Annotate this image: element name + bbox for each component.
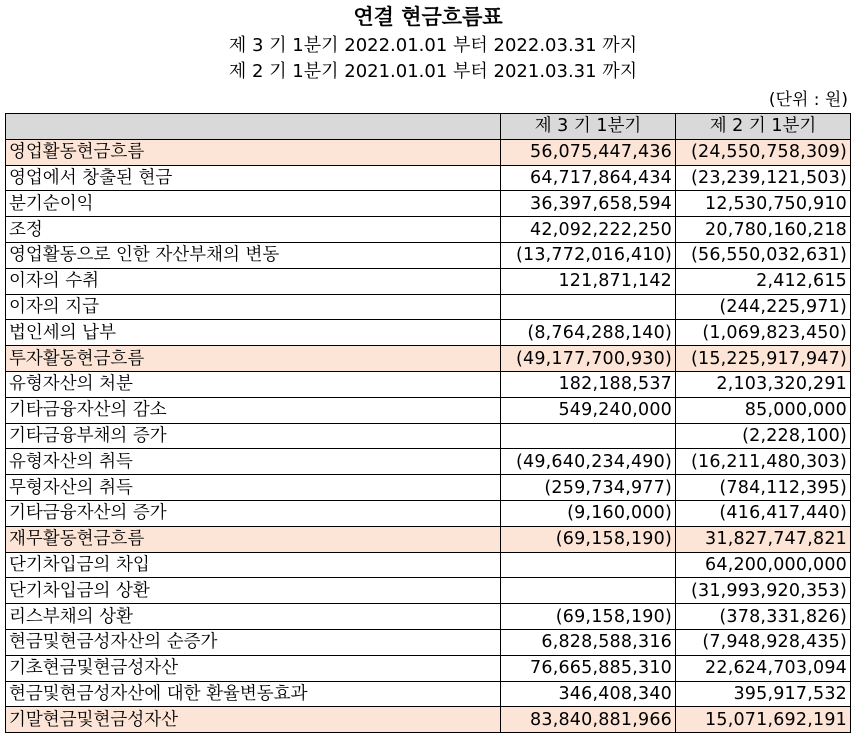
amount-current: 36,397,658,594: [501, 191, 676, 217]
table-row: [6, 139, 851, 165]
amount-current: (69,158,190): [501, 604, 676, 630]
account-label: 무형자산의 취득: [6, 475, 501, 501]
amount-current: [501, 578, 676, 604]
amount-previous: 31,827,747,821: [676, 526, 851, 552]
account-label: 투자활동현금흐름: [6, 346, 501, 372]
amount-previous: 12,530,750,910: [676, 191, 851, 217]
table-row: [6, 526, 851, 552]
amount-current: 76,665,885,310: [501, 655, 676, 681]
account-label: 분기순이익: [6, 191, 501, 217]
account-label: 유형자산의 처분: [6, 371, 501, 397]
table-row: [6, 320, 851, 346]
amount-current: 6,828,588,316: [501, 629, 676, 655]
table-row: [6, 500, 851, 526]
amount-previous: (56,550,032,631): [676, 242, 851, 268]
header-account: [6, 114, 501, 140]
unit-label: (단위 : 원): [768, 90, 848, 110]
table-row: [6, 604, 851, 630]
account-label: 영업에서 창출된 현금: [6, 165, 501, 191]
header-current-period: 제 3 기 1분기: [501, 114, 676, 140]
account-label: 단기차입금의 상환: [6, 578, 501, 604]
amount-current: [501, 423, 676, 449]
account-label: 조정: [6, 217, 501, 243]
amount-current: 182,188,537: [501, 371, 676, 397]
account-label: 현금및현금성자산에 대한 환율변동효과: [6, 681, 501, 707]
period-previous: 제 2 기 1분기 2021.01.01 부터 2021.03.31 까지: [228, 61, 638, 82]
account-label: 기타금융자산의 증가: [6, 500, 501, 526]
account-label: 이자의 지급: [6, 294, 501, 320]
account-label: 기타금융부채의 증가: [6, 423, 501, 449]
table-row: [6, 707, 851, 733]
amount-current: (69,158,190): [501, 526, 676, 552]
amount-previous: 2,412,615: [676, 268, 851, 294]
amount-previous: 15,071,692,191: [676, 707, 851, 733]
header-row: [6, 114, 851, 140]
account-label: 단기차입금의 차입: [6, 552, 501, 578]
account-label: 영업활동으로 인한 자산부채의 변동: [6, 242, 501, 268]
table-row: [6, 165, 851, 191]
account-label: 기타금융자산의 감소: [6, 397, 501, 423]
table-row: [6, 423, 851, 449]
table-row: [6, 294, 851, 320]
amount-previous: (7,948,928,435): [676, 629, 851, 655]
table-row: [6, 475, 851, 501]
amount-previous: (23,239,121,503): [676, 165, 851, 191]
table-row: [6, 371, 851, 397]
table-row: [6, 242, 851, 268]
table-row: [6, 397, 851, 423]
amount-current: [501, 294, 676, 320]
amount-current: (49,177,700,930): [501, 346, 676, 372]
account-label: 현금및현금성자산의 순증가: [6, 629, 501, 655]
amount-current: (49,640,234,490): [501, 449, 676, 475]
account-label: 기말현금및현금성자산: [6, 707, 501, 733]
amount-previous: (16,211,480,303): [676, 449, 851, 475]
amount-previous: (15,225,917,947): [676, 346, 851, 372]
table-row: [6, 346, 851, 372]
amount-current: (13,772,016,410): [501, 242, 676, 268]
amount-previous: 85,000,000: [676, 397, 851, 423]
amount-previous: (378,331,826): [676, 604, 851, 630]
amount-previous: (244,225,971): [676, 294, 851, 320]
header-previous-period: 제 2 기 1분기: [676, 114, 851, 140]
amount-current: 83,840,881,966: [501, 707, 676, 733]
amount-previous: 64,200,000,000: [676, 552, 851, 578]
amount-current: [501, 552, 676, 578]
table-row: [6, 268, 851, 294]
account-label: 영업활동현금흐름: [6, 139, 501, 165]
amount-previous: (24,550,758,309): [676, 139, 851, 165]
table-row: [6, 578, 851, 604]
amount-previous: 2,103,320,291: [676, 371, 851, 397]
amount-previous: 22,624,703,094: [676, 655, 851, 681]
amount-current: 549,240,000: [501, 397, 676, 423]
cash-flow-table: [5, 113, 851, 733]
amount-previous: (31,993,920,353): [676, 578, 851, 604]
table-row: [6, 681, 851, 707]
account-label: 유형자산의 취득: [6, 449, 501, 475]
amount-current: 64,717,864,434: [501, 165, 676, 191]
table-row: [6, 655, 851, 681]
amount-current: 56,075,447,436: [501, 139, 676, 165]
amount-current: (259,734,977): [501, 475, 676, 501]
amount-previous: 20,780,160,218: [676, 217, 851, 243]
table-row: [6, 552, 851, 578]
table-row: [6, 629, 851, 655]
amount-previous: (1,069,823,450): [676, 320, 851, 346]
account-label: 법인세의 납부: [6, 320, 501, 346]
amount-previous: (2,228,100): [676, 423, 851, 449]
amount-previous: (784,112,395): [676, 475, 851, 501]
amount-previous: 395,917,532: [676, 681, 851, 707]
table-row: [6, 217, 851, 243]
amount-current: 121,871,142: [501, 268, 676, 294]
statement-title: 연결 현금흐름표: [353, 5, 503, 29]
table-row: [6, 191, 851, 217]
period-current: 제 3 기 1분기 2022.01.01 부터 2022.03.31 까지: [228, 35, 638, 56]
amount-current: 42,092,222,250: [501, 217, 676, 243]
amount-previous: (416,417,440): [676, 500, 851, 526]
account-label: 리스부채의 상환: [6, 604, 501, 630]
account-label: 이자의 수취: [6, 268, 501, 294]
amount-current: (9,160,000): [501, 500, 676, 526]
table-row: [6, 449, 851, 475]
amount-current: (8,764,288,140): [501, 320, 676, 346]
account-label: 기초현금및현금성자산: [6, 655, 501, 681]
amount-current: 346,408,340: [501, 681, 676, 707]
account-label: 재무활동현금흐름: [6, 526, 501, 552]
